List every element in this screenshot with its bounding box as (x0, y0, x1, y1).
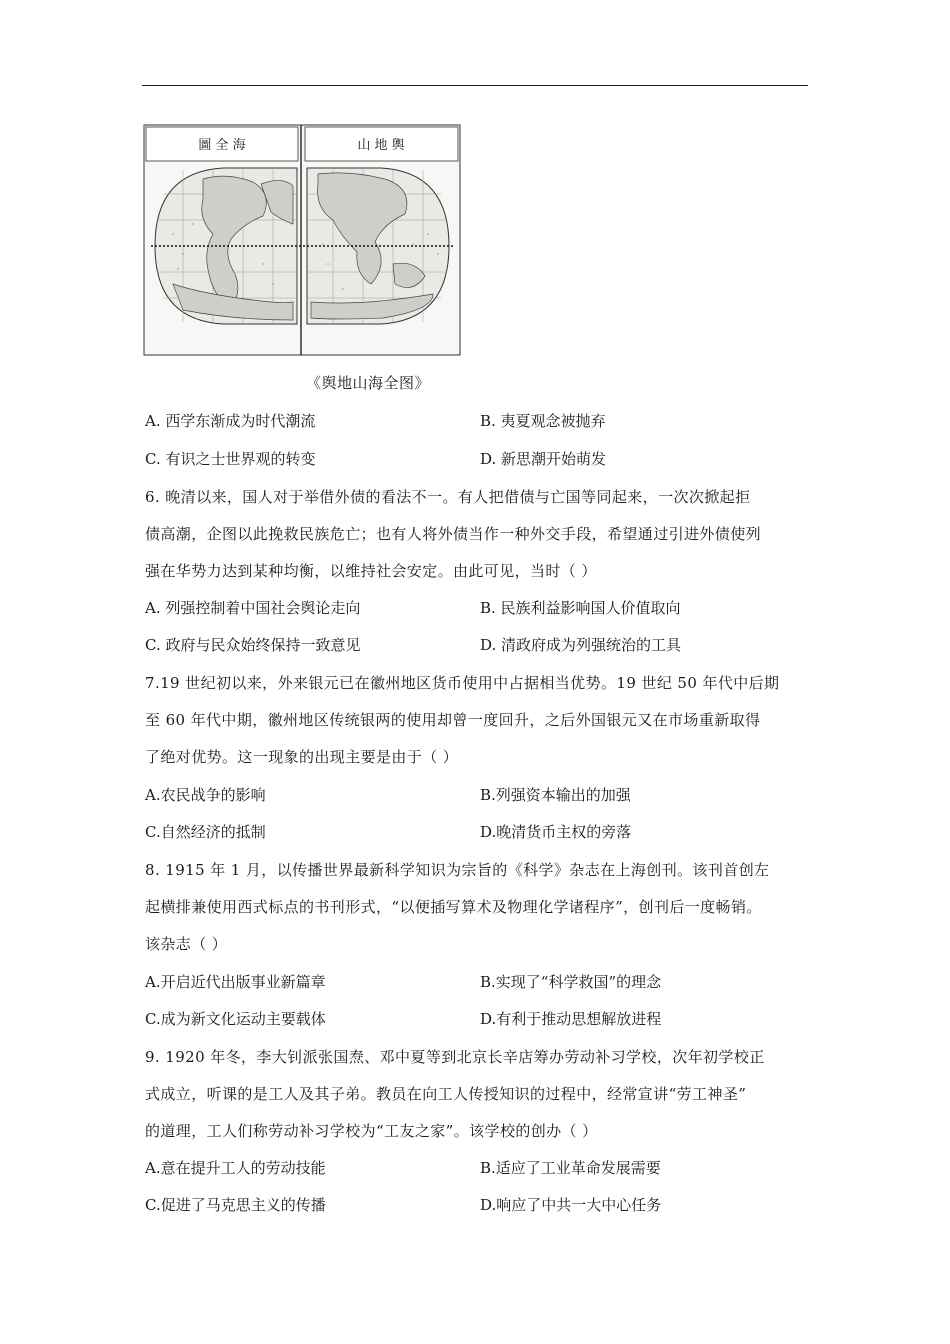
q8-option-d: D.有利于推动思想解放进程 (480, 1010, 662, 1028)
q6-option-d: D. 清政府成为列强统治的工具 (480, 636, 682, 654)
q8-option-c: C.成为新文化运动主要载体 (145, 1010, 326, 1028)
header-rule (142, 85, 808, 86)
q7-option-a: A.农民战争的影响 (145, 786, 266, 804)
q7-line-2: 至 60 年代中期，徽州地区传统银两的使用却曾一度回升，之后外国银元又在市场重新取得 (145, 711, 761, 729)
q5-option-a: A. 西学东渐成为时代潮流 (145, 412, 316, 430)
q5-option-d: D. 新思潮开始萌发 (480, 450, 607, 468)
q6-option-a: A. 列强控制着中国社会舆论走向 (145, 599, 361, 617)
q6-line-2: 债高潮，企图以此挽救民族危亡；也有人将外债当作一种外交手段，希望通过引进外债使列 (145, 525, 762, 543)
q7-option-b: B.列强资本输出的加强 (480, 786, 631, 804)
q9-option-d: D.响应了中共一大中心任务 (480, 1196, 662, 1214)
world-map-image (143, 124, 461, 356)
q6-option-c: C. 政府与民众始终保持一致意见 (145, 636, 361, 654)
q8-line-2: 起横排兼使用西式标点的书刊形式，“以便插写算术及物理化学诸程序”，创刊后一度畅销。 (145, 898, 762, 916)
map-caption: 《舆地山海全图》 (306, 374, 431, 392)
q6-line-1: 6. 晚清以来，国人对于举借外债的看法不一。有人把借债与亡国等同起来，一次次掀起拒 (145, 488, 751, 506)
q7-line-1: 7.19 世纪初以来，外来银元已在徽州地区货币使用中占据相当优势。19 世纪 50 年代中后期 (145, 674, 780, 692)
q9-option-c: C.促进了马克思主义的传播 (145, 1196, 326, 1214)
q8-option-a: A.开启近代出版事业新篇章 (145, 973, 326, 991)
q9-line-2: 式成立，听课的是工人及其子弟。教员在向工人传授知识的过程中，经常宣讲“劳工神圣” (145, 1085, 747, 1103)
q6-option-b: B. 民族利益影响国人价值取向 (480, 599, 681, 617)
q9-line-3: 的道理，工人们称劳动补习学校为“工友之家”。该学校的创办（ ） (145, 1122, 598, 1140)
q7-option-c: C.自然经济的抵制 (145, 823, 266, 841)
q9-option-a: A.意在提升工人的劳动技能 (145, 1159, 326, 1177)
q5-option-b: B. 夷夏观念被抛弃 (480, 412, 606, 430)
q8-line-3: 该杂志（ ） (145, 935, 228, 953)
q7-line-3: 了绝对优势。这一现象的出现主要是由于（ ） (145, 748, 459, 766)
map-left-title: 圖 全 海 (198, 138, 246, 153)
q9-line-1: 9. 1920 年冬，李大钊派张国焘、邓中夏等到北京长辛店筹办劳动补习学校，次年初学校正 (145, 1048, 765, 1066)
q8-line-1: 8. 1915 年 1 月，以传播世界最新科学知识为宗旨的《科学》杂志在上海创刊。该刊首创左 (145, 861, 770, 879)
map-right-title: 山 地 輿 (357, 138, 405, 153)
q6-line-3: 强在华势力达到某种均衡，以维持社会安定。由此可见，当时（ ） (145, 562, 597, 580)
q5-option-c: C. 有识之士世界观的转变 (145, 450, 316, 468)
q7-option-d: D.晚清货币主权的旁落 (480, 823, 632, 841)
q9-option-b: B.适应了工业革命发展需要 (480, 1159, 661, 1177)
q8-option-b: B.实现了“科学救国”的理念 (480, 973, 662, 991)
